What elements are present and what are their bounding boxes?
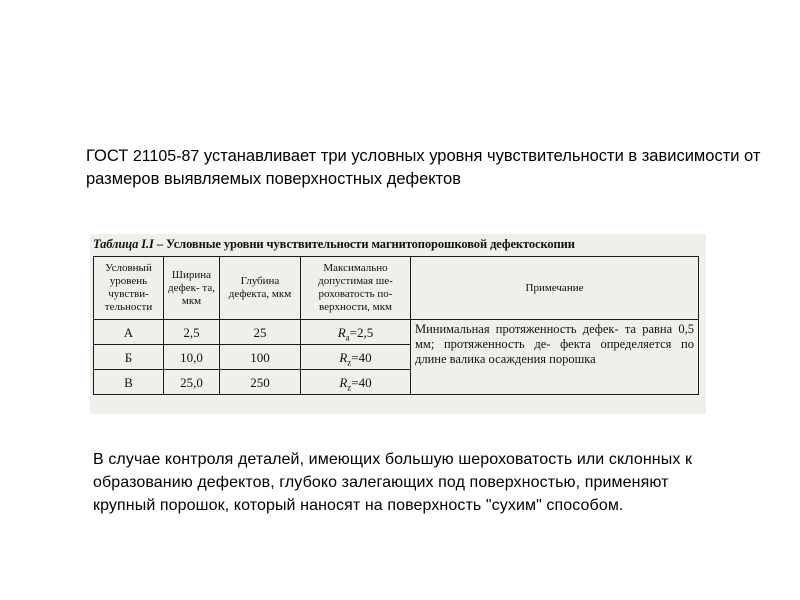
cell-width: 10,0 bbox=[164, 345, 220, 370]
cell-width: 25,0 bbox=[164, 370, 220, 395]
standard-code: 21105-87 bbox=[132, 148, 200, 165]
intro-paragraph bbox=[86, 145, 766, 191]
roughness-value: =40 bbox=[351, 374, 372, 390]
cell-level: Б bbox=[94, 345, 164, 370]
outro-paragraph: В случае контроля деталей, имеющих большую шероховатость или склонных к образованию дефектов, глубоко залегающих под поверхностью, применяют крупный порошок, который наносят на поверхность "сухим" способом. bbox=[93, 451, 693, 514]
cell-note: Минимальная протяженность дефек- та равна 0,5 мм; протяженность де- фекта определяется по длине валика осаждения порошка bbox=[411, 320, 699, 395]
standard-label: ГОСТ bbox=[86, 147, 129, 165]
table-header-row bbox=[94, 257, 699, 320]
roughness-subscript: z bbox=[347, 382, 352, 393]
cell-roughness bbox=[301, 370, 411, 395]
intro-text: устанавливает три условных уровня чувствительности в зависимости от размеров выявляемых поверхностных дефектов bbox=[86, 147, 761, 188]
header-note: Примечание bbox=[411, 257, 699, 320]
roughness-symbol: R bbox=[339, 374, 348, 390]
roughness-subscript: a bbox=[345, 332, 350, 343]
cell-depth: 25 bbox=[220, 320, 301, 345]
table-caption-title: – Условные уровни чувствительности магнитопорошковой дефектоскопии bbox=[153, 237, 575, 251]
cell-depth: 100 bbox=[220, 345, 301, 370]
cell-level: А bbox=[94, 320, 164, 345]
table-scan-image bbox=[90, 234, 706, 414]
header-depth: Глубина дефекта, мкм bbox=[220, 257, 301, 320]
roughness-symbol: R bbox=[337, 324, 346, 340]
header-level: Условный уровень чувстви- тельности bbox=[94, 257, 164, 320]
cell-roughness bbox=[301, 320, 411, 345]
cell-roughness bbox=[301, 345, 411, 370]
cell-depth: 250 bbox=[220, 370, 301, 395]
sensitivity-table bbox=[93, 256, 699, 395]
header-roughness: Максимально допустимая ше- роховатость по- верхности, мкм bbox=[301, 257, 411, 320]
roughness-symbol: R bbox=[339, 349, 348, 365]
cell-level: В bbox=[94, 370, 164, 395]
roughness-value: =40 bbox=[351, 349, 372, 365]
roughness-subscript: z bbox=[347, 357, 352, 368]
header-width: Ширина дефек- та, мкм bbox=[164, 257, 220, 320]
cell-width: 2,5 bbox=[164, 320, 220, 345]
table-row bbox=[94, 320, 699, 345]
roughness-value: =2,5 bbox=[349, 324, 374, 340]
table-caption bbox=[93, 237, 703, 252]
table-caption-prefix: Таблица I.I bbox=[93, 237, 154, 251]
